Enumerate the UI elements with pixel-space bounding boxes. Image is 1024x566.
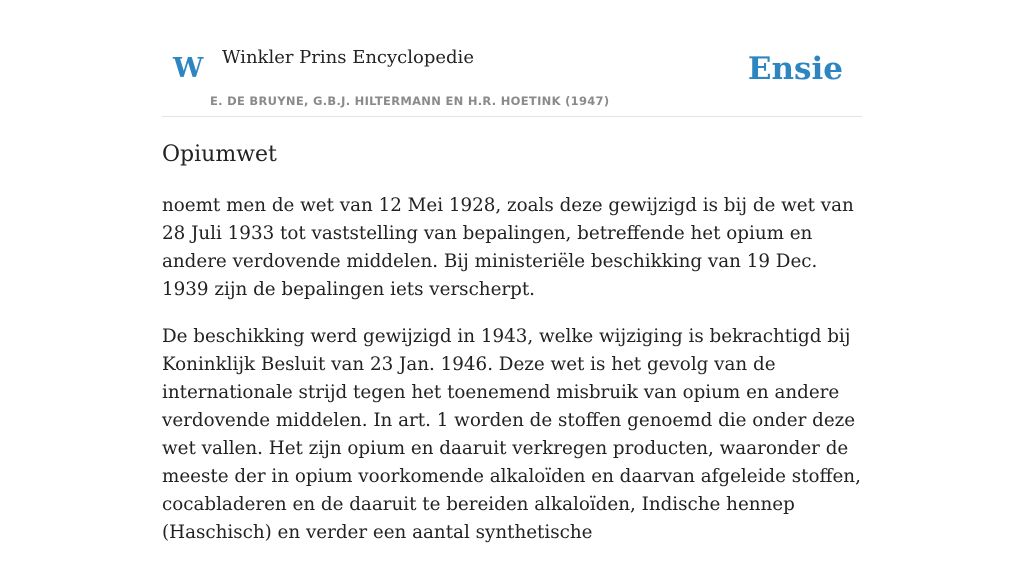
- publication-title[interactable]: Winkler Prins Encyclopedie: [222, 47, 474, 68]
- article-paragraph: De beschikking werd gewijzigd in 1943, welke wijziging is bekrachtigd bij Koninklijk Besluit van 23 Jan. 1946. Deze wet is het gevolg van de internationale strijd tegen het toenemend misbruik van opium en andere verdovende middelen. In art. 1 worden de stoffen genoemd die onder deze wet vallen. Het zijn opium en daaruit verkregen producten, waaronder de meeste der in opium voorkomende alkaloïden en daarvan afgeleide stoffen, cocabladeren en de daaruit te bereiden alkaloïden, Indische hennep (Haschisch) en verder een aantal synthetische: [162, 326, 861, 543]
- site-header: [162, 0, 862, 117]
- publication-authors: E. DE BRUYNE, G.B.J. HILTERMANN EN H.R. HOETINK (1947): [210, 94, 610, 108]
- article-title: Opiumwet: [162, 142, 277, 167]
- winkler-prins-logo[interactable]: W: [173, 53, 204, 84]
- ensie-brand-logo[interactable]: Ensie: [747, 51, 843, 87]
- article-body: [162, 192, 862, 566]
- article-paragraph: noemt men de wet van 12 Mei 1928, zoals deze gewijzigd is bij de wet van 28 Juli 1933 tot vaststelling van bepalingen, betreffende het opium en andere verdovende middelen. Bij ministeriële beschikking van 19 Dec. 1939 zijn de bepalingen iets verscherpt.: [162, 195, 854, 300]
